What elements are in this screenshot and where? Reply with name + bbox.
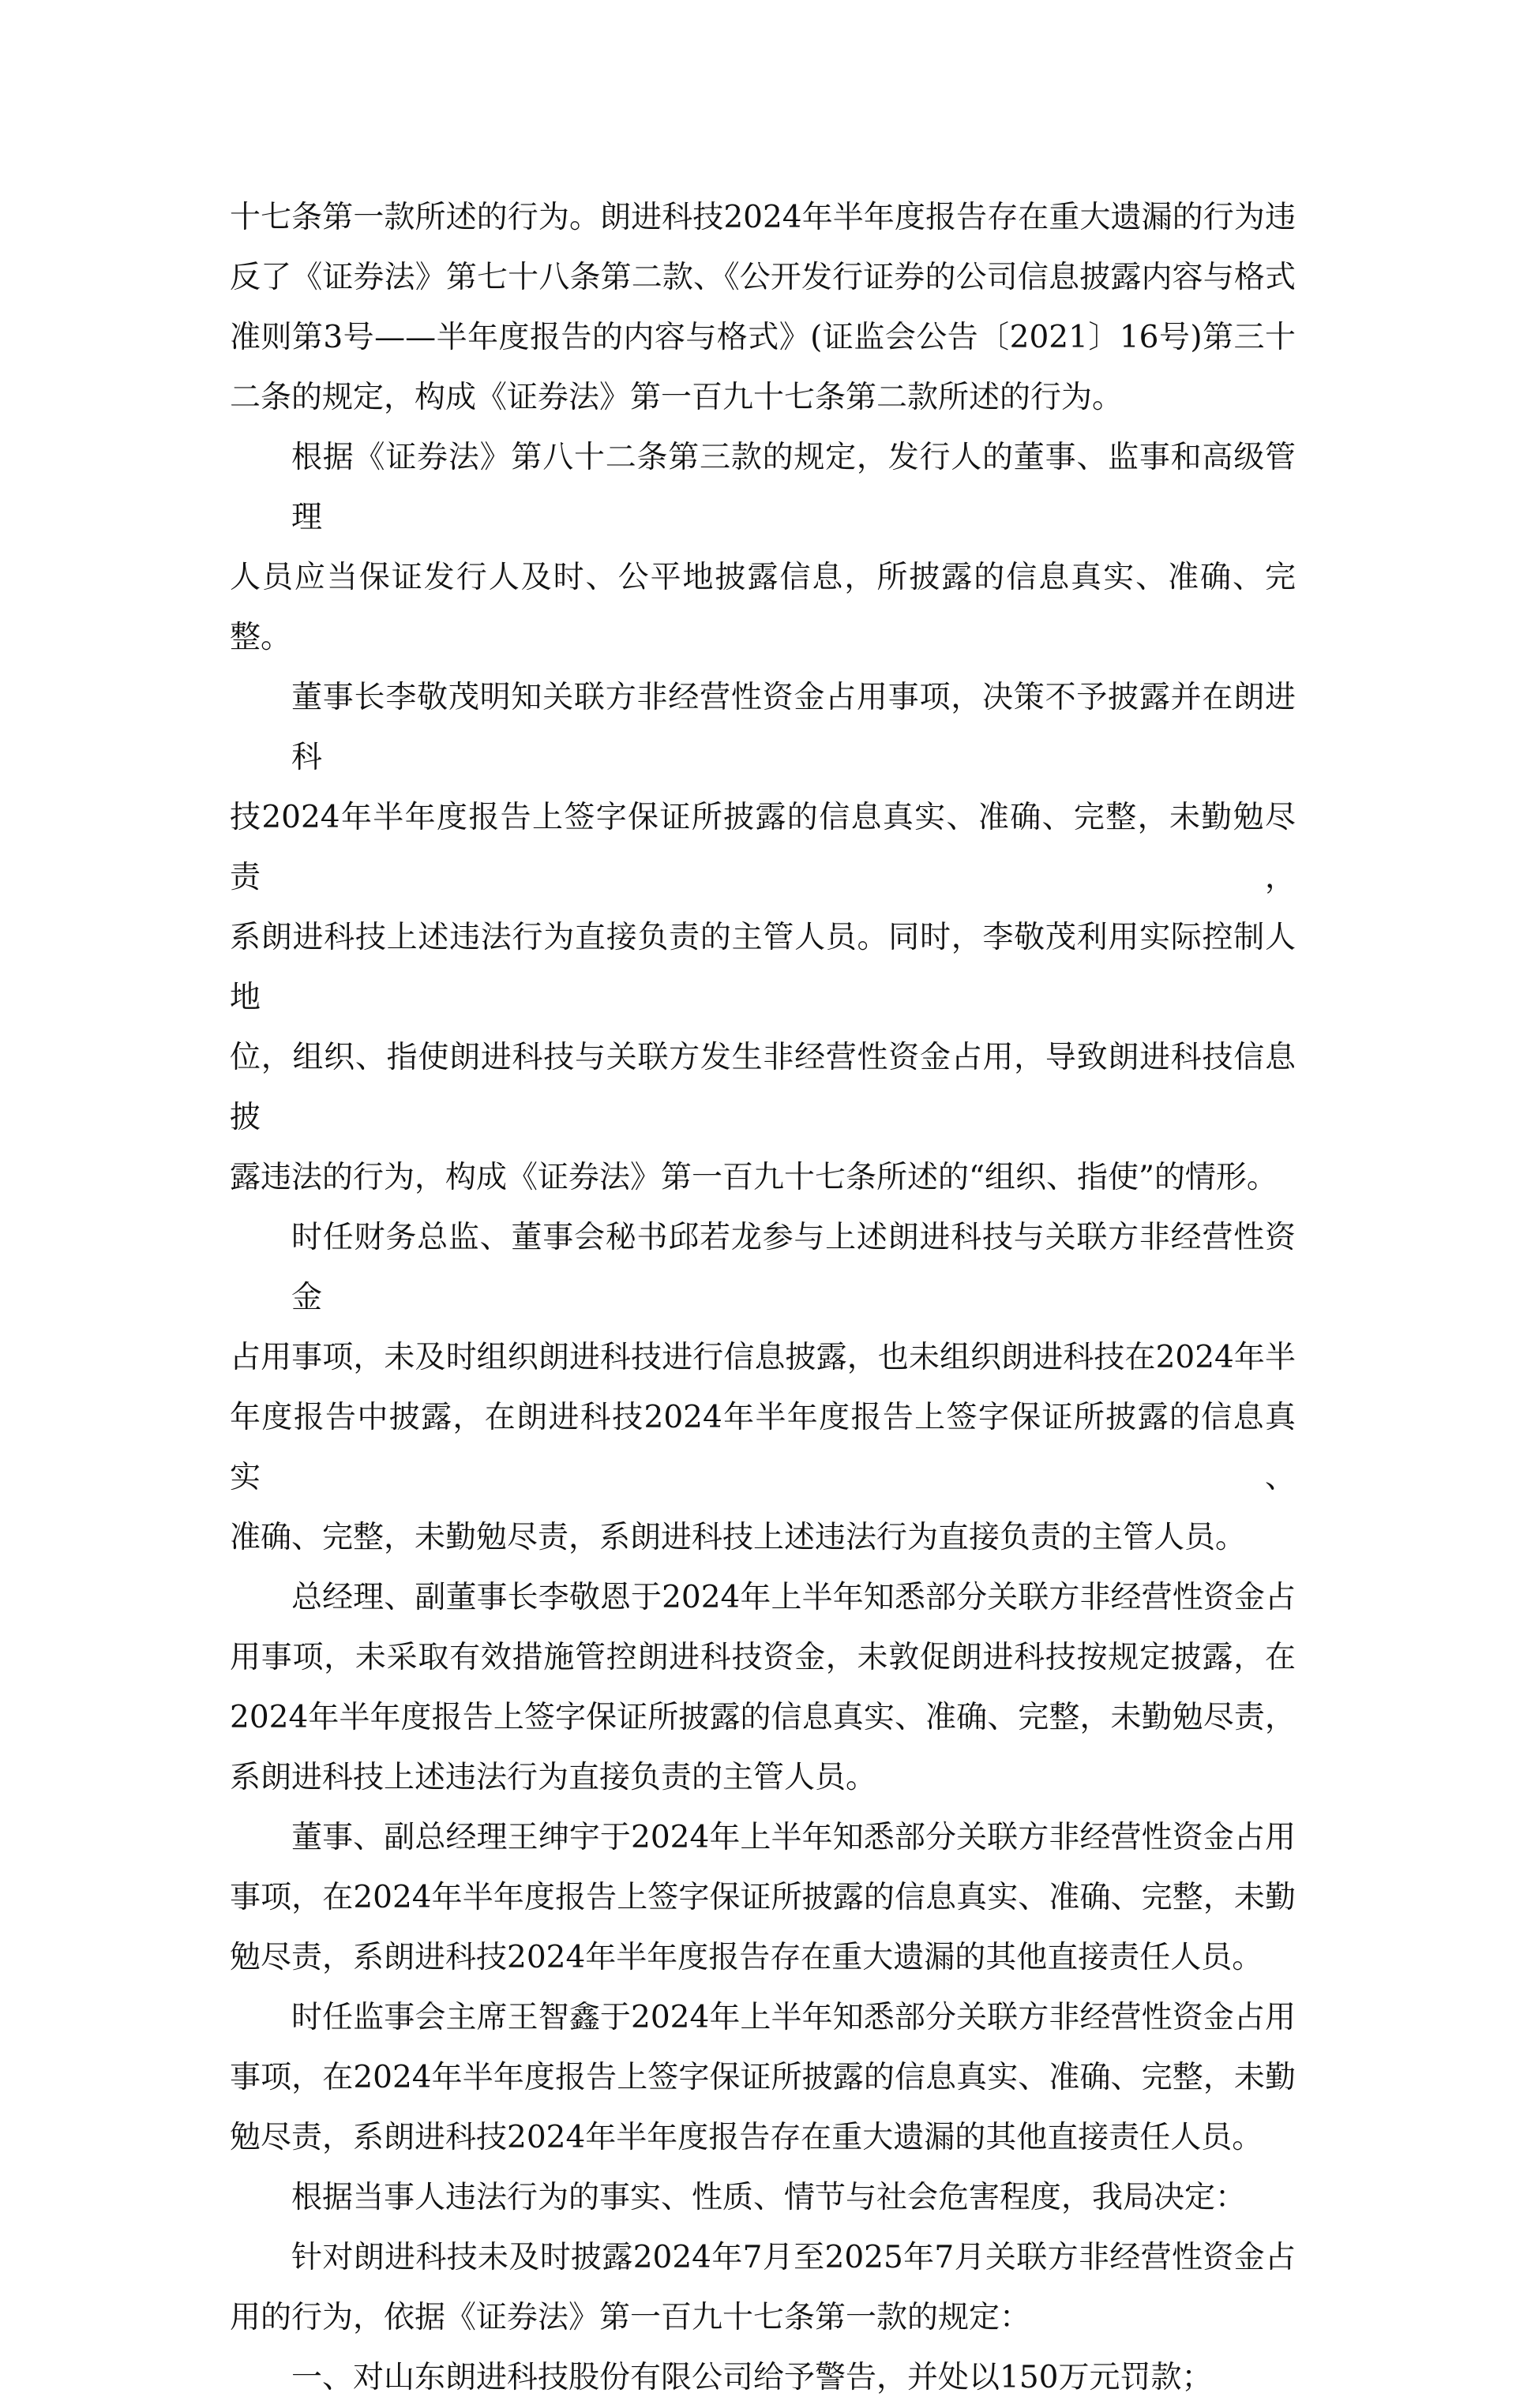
text-line: 勉尽责，系朗进科技2024年半年度报告存在重大遗漏的其他直接责任人员。: [230, 2120, 1263, 2155]
text-line: 董事、副总经理王绅宇于2024年上半年知悉部分关联方非经营性资金占用: [291, 1820, 1296, 1855]
paragraph: [230, 188, 1296, 428]
paragraph: [230, 1808, 1296, 1988]
text-line: 用的行为，依据《证券法》第一百九十七条第一款的规定：: [230, 2300, 1031, 2335]
paragraph: [230, 2348, 1296, 2408]
paragraph: [230, 1568, 1296, 1808]
text-line: 系朗进科技上述违法行为直接负责的主管人员。同时，李敬茂利用实际控制人地: [230, 920, 1296, 1015]
text-line: 一、对山东朗进科技股份有限公司给予警告，并处以150万元罚款；: [291, 2360, 1213, 2395]
text-line: 占用事项，未及时组织朗进科技进行信息披露，也未组织朗进科技在2024年半: [230, 1340, 1296, 1375]
paragraph: [230, 2228, 1296, 2348]
text-line: 根据《证券法》第八十二条第三款的规定，发行人的董事、监事和高级管理: [291, 440, 1296, 535]
text-line: 位，组织、指使朗进科技与关联方发生非经营性资金占用，导致朗进科技信息披: [230, 1040, 1296, 1135]
text-line: 反了《证券法》第七十八条第二款、《公开发行证券的公司信息披露内容与格式: [230, 260, 1296, 295]
paragraph: [230, 1988, 1296, 2168]
text-line: 董事长李敬茂明知关联方非经营性资金占用事项，决策不予披露并在朗进科: [291, 680, 1296, 775]
text-line: 用事项，未采取有效措施管控朗进科技资金，未敦促朗进科技按规定披露，在: [230, 1640, 1296, 1675]
text-line: 露违法的行为，构成《证券法》第一百九十七条所述的“组织、指使”的情形。: [230, 1160, 1278, 1195]
text-line: 准确、完整，未勤勉尽责，系朗进科技上述违法行为直接负责的主管人员。: [230, 1520, 1247, 1555]
text-line: 时任财务总监、董事会秘书邱若龙参与上述朗进科技与关联方非经营性资金: [291, 1220, 1296, 1315]
paragraph: [230, 428, 1296, 668]
text-line: 人员应当保证发行人及时、公平地披露信息，所披露的信息真实、准确、完整。: [230, 560, 1296, 655]
text-line: 针对朗进科技未及时披露2024年7月至2025年7月关联方非经营性资金占: [291, 2240, 1296, 2275]
text-line: 年度报告中披露，在朗进科技2024年半年度报告上签字保证所披露的信息真实、: [230, 1400, 1296, 1495]
text-line: 时任监事会主席王智鑫于2024年上半年知悉部分关联方非经营性资金占用: [291, 2000, 1296, 2035]
text-line: 系朗进科技上述违法行为直接负责的主管人员。: [230, 1760, 877, 1795]
text-line: 事项，在2024年半年度报告上签字保证所披露的信息真实、准确、完整，未勤: [230, 2060, 1296, 2095]
text-line: 2024年半年度报告上签字保证所披露的信息真实、准确、完整，未勤勉尽责，: [230, 1700, 1296, 1735]
text-line: 总经理、副董事长李敬恩于2024年上半年知悉部分关联方非经营性资金占: [291, 1580, 1296, 1615]
paragraph: [230, 1208, 1296, 1568]
text-line: 准则第3号——半年度报告的内容与格式》(证监会公告〔2021〕16号)第三十: [230, 320, 1296, 355]
text-line: 根据当事人违法行为的事实、性质、情节与社会危害程度，我局决定：: [291, 2180, 1247, 2215]
document-page: [230, 188, 1296, 2408]
text-line: 事项，在2024年半年度报告上签字保证所披露的信息真实、准确、完整，未勤: [230, 1880, 1296, 1915]
text-line: 勉尽责，系朗进科技2024年半年度报告存在重大遗漏的其他直接责任人员。: [230, 1940, 1263, 1975]
text-line: 二条的规定，构成《证券法》第一百九十七条第二款所述的行为。: [230, 380, 1124, 415]
paragraph: [230, 2168, 1296, 2228]
text-line: 十七条第一款所述的行为。朗进科技2024年半年度报告存在重大遗漏的行为违: [230, 200, 1296, 235]
paragraph: [230, 668, 1296, 1208]
text-line: 技2024年半年度报告上签字保证所披露的信息真实、准确、完整，未勤勉尽责，: [230, 800, 1296, 895]
